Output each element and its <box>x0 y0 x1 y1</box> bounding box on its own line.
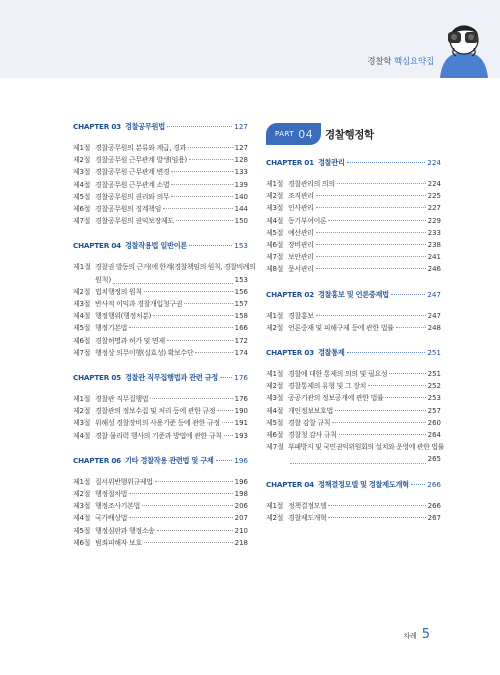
section-number: 제1절 <box>73 263 91 272</box>
leader-dots <box>129 517 233 518</box>
section-item[interactable] <box>266 429 441 441</box>
section-page: 246 <box>427 265 441 274</box>
section-title: 반사적 이익과 경찰개입청구권 <box>95 300 183 309</box>
section-item[interactable] <box>73 537 248 549</box>
section-number: 제1절 <box>266 180 284 188</box>
section-number: 제7절 <box>266 443 284 452</box>
chapter-heading[interactable] <box>73 122 248 132</box>
chapter-block <box>73 241 256 359</box>
chapter-label: CHAPTER 05 <box>73 373 121 383</box>
section-number: 제8절 <box>266 265 284 274</box>
section-page: 166 <box>234 324 248 333</box>
leader-dots <box>368 385 426 386</box>
leader-dots <box>195 352 232 353</box>
leader-dots <box>189 159 233 160</box>
chapter-block <box>73 122 248 227</box>
section-item[interactable] <box>73 512 248 524</box>
section-number: 제4절 <box>73 431 91 440</box>
section-page: 207 <box>234 514 248 523</box>
section-title: 예산관리 <box>288 228 314 237</box>
chapter-label: CHAPTER 06 <box>73 455 121 465</box>
section-page: 190 <box>234 407 248 416</box>
leader-dots <box>316 315 426 316</box>
leader-dots <box>316 195 426 196</box>
leader-dots <box>142 505 233 506</box>
section-page: 193 <box>234 431 248 440</box>
section-title: 공공기관의 정보공개에 관한 법률 <box>288 394 384 403</box>
leader-dots <box>157 530 233 531</box>
section-page: 251 <box>427 370 441 379</box>
section-number: 제6절 <box>73 205 91 214</box>
section-page: 144 <box>234 205 248 214</box>
section-item[interactable] <box>266 178 441 190</box>
section-item[interactable] <box>73 322 248 334</box>
section-number: 제6절 <box>73 336 91 345</box>
section-page: 218 <box>234 538 248 547</box>
section-page: 252 <box>427 382 441 391</box>
section-number: 제2절 <box>266 382 284 391</box>
section-item[interactable] <box>266 368 441 380</box>
section-title: 범죄피해자 보호 <box>95 538 142 547</box>
chapter-page: 176 <box>234 373 248 383</box>
chapter-block <box>266 348 444 466</box>
section-number: 제5절 <box>266 418 284 427</box>
section-title: 경찰통제의 유형 및 그 장치 <box>288 382 367 391</box>
section-item[interactable] <box>73 286 248 298</box>
section-page: 174 <box>234 348 248 357</box>
section-item[interactable] <box>73 154 248 166</box>
leader-dots <box>171 196 232 197</box>
chapter-page: 266 <box>427 479 441 489</box>
section-title: 경찰공무원의 권익보장제도 <box>95 217 174 226</box>
section-title: 경찰청 감사 규칙 <box>288 431 337 440</box>
section-title: 보안관리 <box>288 253 314 262</box>
chapter-page: 127 <box>234 122 248 131</box>
leader-dots <box>385 397 425 398</box>
leader-dots <box>290 451 426 463</box>
chapter-title: 경찰관리 <box>317 158 345 167</box>
section-item[interactable] <box>73 203 248 215</box>
leader-dots <box>337 183 426 184</box>
leader-dots <box>339 434 426 435</box>
book-title <box>367 55 434 67</box>
section-page: 191 <box>234 419 248 428</box>
section-page: 225 <box>427 192 441 201</box>
section-title: 부패방지 및 국민권익위원회의 설치와 운영에 관한 법률 <box>288 443 444 452</box>
section-page: 150 <box>234 217 248 226</box>
section-item[interactable] <box>266 263 441 275</box>
section-page: 238 <box>427 241 441 250</box>
section-item[interactable] <box>266 500 441 512</box>
section-number: 제4절 <box>266 406 284 415</box>
section-item[interactable] <box>73 476 248 488</box>
section-title: 행정심판과 행정소송 <box>95 526 155 535</box>
section-page: 127 <box>234 144 248 152</box>
leader-dots <box>176 220 233 221</box>
section-page: 139 <box>234 180 248 189</box>
chapter-title: 기타 경찰작용 관련법 및 구제 <box>124 455 214 465</box>
section-item[interactable] <box>73 417 248 429</box>
chapter-block <box>266 480 441 524</box>
section-item[interactable] <box>266 512 441 524</box>
section-item[interactable] <box>73 393 248 405</box>
leader-dots <box>163 208 233 209</box>
book-title-accent: 핵심요약집 <box>393 57 434 67</box>
section-number: 제5절 <box>266 228 284 237</box>
section-title: 경찰공무원의 권리와 의무 <box>95 192 170 201</box>
leader-dots <box>224 435 233 436</box>
chapter-title: 정책결정모델 및 경찰제도개혁 <box>317 479 409 489</box>
leader-dots <box>222 422 233 423</box>
leader-dots <box>335 410 426 411</box>
section-item[interactable] <box>73 310 248 322</box>
section-page: 153 <box>234 275 248 284</box>
section-title: 행정절차법 <box>95 490 128 499</box>
chapter-label: CHAPTER 03 <box>266 348 314 358</box>
section-item[interactable] <box>73 500 248 512</box>
chapter-title: 경찰작용법 일반이론 <box>124 241 187 251</box>
chapter-page: 251 <box>427 348 441 358</box>
section-title: 국가배상법 <box>95 514 128 523</box>
section-page: 206 <box>234 502 248 511</box>
section-page: 241 <box>427 253 441 262</box>
section-item[interactable] <box>73 347 248 359</box>
section-item[interactable] <box>266 310 441 322</box>
section-page: 172 <box>234 336 248 345</box>
section-title: 경찰허명과 허가 및 면제 <box>95 336 165 345</box>
section-title: 경찰관의 정보수집 및 처리 등에 관한 규정 <box>95 407 216 416</box>
leader-dots <box>391 294 425 295</box>
section-number: 제3절 <box>73 168 91 177</box>
section-title-continued: 원칙) <box>95 275 112 284</box>
chapter-block <box>266 158 441 276</box>
page-number: 5 <box>421 627 430 642</box>
chapter-block <box>266 290 441 334</box>
section-number: 제7절 <box>73 217 91 226</box>
section-page: 247 <box>427 311 441 320</box>
section-title: 개인정보보호법 <box>288 406 333 415</box>
section-number: 제3절 <box>73 502 91 511</box>
section-item[interactable] <box>266 227 441 239</box>
section-number: 제1절 <box>266 501 284 510</box>
section-number: 제1절 <box>266 311 284 320</box>
binoculars-character-icon <box>434 14 492 78</box>
leader-dots <box>316 232 426 233</box>
section-title: 경찰공무원의 분류와 계급, 경과 <box>95 144 186 152</box>
section-number: 제7절 <box>73 348 91 357</box>
section-item[interactable] <box>73 166 248 178</box>
section-page: 227 <box>427 204 441 213</box>
section-page: 260 <box>427 418 441 427</box>
section-number: 제3절 <box>266 394 284 403</box>
leader-dots <box>171 184 232 185</box>
section-title: 위해성 경찰장비의 사용기준 등에 관한 규정 <box>95 419 220 428</box>
section-page: 176 <box>234 395 248 404</box>
section-item[interactable] <box>266 417 441 429</box>
section-number: 제6절 <box>73 538 91 547</box>
leader-dots <box>188 147 233 148</box>
leader-dots <box>347 352 426 353</box>
section-item[interactable] <box>73 142 248 154</box>
section-number: 제2절 <box>73 287 91 296</box>
section-page: 156 <box>234 287 248 296</box>
leader-dots <box>328 220 425 221</box>
chapter-title: 경찰관 직무집행법과 관련 규정 <box>124 373 218 383</box>
chapter-label: CHAPTER 01 <box>266 158 314 167</box>
chapter-page: 224 <box>427 158 441 167</box>
section-page: 264 <box>427 431 441 440</box>
chapter-heading[interactable] <box>73 241 248 251</box>
leader-dots <box>396 327 426 328</box>
chapter-heading[interactable] <box>266 348 441 358</box>
section-number: 제1절 <box>73 395 91 404</box>
chapter-label: CHAPTER 03 <box>73 122 121 131</box>
section-number: 제6절 <box>266 431 284 440</box>
leader-dots <box>316 244 426 245</box>
section-title: 정책결정모델 <box>288 501 327 510</box>
leader-dots <box>316 268 426 269</box>
section-item[interactable] <box>266 215 441 227</box>
part-heading[interactable] <box>266 122 441 146</box>
section-page: 196 <box>234 477 248 486</box>
section-title: 경찰공무원의 징계책임 <box>95 205 161 214</box>
section-title: 장비관리 <box>288 241 314 250</box>
section-item[interactable] <box>266 405 441 417</box>
leader-dots <box>144 291 233 292</box>
part-title: 경찰행정학 <box>325 128 374 141</box>
section-number: 제3절 <box>73 419 91 428</box>
section-page: 198 <box>234 490 248 499</box>
section-item[interactable] <box>73 215 248 227</box>
section-page: 224 <box>427 180 441 188</box>
leader-dots <box>411 484 426 485</box>
toc-left-column <box>73 122 256 563</box>
chapter-heading[interactable] <box>73 373 248 383</box>
section-page: 210 <box>234 526 248 535</box>
section-item[interactable] <box>73 525 248 537</box>
section-number: 제4절 <box>73 180 91 189</box>
leader-dots <box>113 272 232 284</box>
section-number: 제5절 <box>73 192 91 201</box>
section-title: 언론중재 및 피해구제 등에 관한 법률 <box>288 323 394 332</box>
chapter-block <box>73 456 248 549</box>
section-title: 경찰제도개혁 <box>288 513 327 522</box>
section-item[interactable] <box>73 430 248 442</box>
section-item[interactable] <box>266 392 441 404</box>
section-number: 제1절 <box>266 370 284 379</box>
leader-dots <box>316 256 426 257</box>
leader-dots <box>129 327 233 328</box>
chapter-heading[interactable] <box>266 480 441 490</box>
section-item[interactable] <box>73 405 248 417</box>
section-title: 인사관리 <box>288 204 314 213</box>
section-item[interactable] <box>73 261 256 285</box>
section-title: 행정기본법 <box>95 324 128 333</box>
section-number: 제3절 <box>266 204 284 213</box>
section-page: 257 <box>427 406 441 415</box>
section-title: 경찰공무원 근무관계 발생(임용) <box>95 156 187 165</box>
chapter-block <box>73 373 248 442</box>
leader-dots <box>184 303 233 304</box>
leader-dots <box>155 481 233 482</box>
leader-dots <box>153 315 233 316</box>
section-item[interactable] <box>73 191 248 203</box>
section-title: 행정상 의무이행(실효성) 확보수단 <box>95 348 194 357</box>
section-item[interactable] <box>73 298 248 310</box>
section-page: 133 <box>234 168 248 177</box>
section-title: 경찰관리의 의의 <box>288 180 335 188</box>
section-item[interactable] <box>266 202 441 214</box>
chapter-title: 경찰공무원법 <box>124 122 165 131</box>
leader-dots <box>332 422 425 423</box>
section-page: 266 <box>427 501 441 510</box>
section-page: 158 <box>234 312 248 321</box>
leader-dots <box>189 245 232 246</box>
section-title: 경찰 물리력 행사의 기준과 방법에 관한 규칙 <box>95 431 222 440</box>
section-title: 동기부여이론 <box>288 216 327 225</box>
section-number: 제2절 <box>73 407 91 416</box>
leader-dots <box>316 207 426 208</box>
leader-dots <box>167 126 232 127</box>
section-page: 157 <box>234 300 248 309</box>
section-page: 248 <box>427 323 441 332</box>
section-title: 경찰 감찰 규칙 <box>288 418 331 427</box>
section-number: 제7절 <box>266 253 284 262</box>
leader-dots <box>216 460 233 461</box>
leader-dots <box>220 377 232 378</box>
section-title: 법치행정의 원칙 <box>95 287 142 296</box>
section-number: 제2절 <box>266 513 284 522</box>
section-number: 제5절 <box>73 526 91 535</box>
chapter-page: 153 <box>234 241 248 251</box>
section-number: 제4절 <box>73 514 91 523</box>
book-title-prefix: 경찰학 <box>367 57 394 67</box>
section-item[interactable] <box>73 335 248 347</box>
chapter-heading[interactable] <box>266 290 441 300</box>
section-item[interactable] <box>266 441 444 465</box>
section-item[interactable] <box>266 239 441 251</box>
section-title: 경찰공무원 근무관계 변경 <box>95 168 170 177</box>
section-number: 제5절 <box>73 324 91 333</box>
leader-dots <box>150 398 232 399</box>
leader-dots <box>347 162 426 163</box>
section-title: 경찰관 직무집행법 <box>95 395 149 404</box>
chapter-page: 196 <box>234 455 248 465</box>
section-item[interactable] <box>266 380 441 392</box>
chapter-page: 247 <box>427 289 441 299</box>
section-page: 253 <box>427 394 441 403</box>
chapter-title: 경찰홍보 및 언론중재법 <box>317 289 389 299</box>
leader-dots <box>328 505 425 506</box>
section-title: 조직관리 <box>288 192 314 201</box>
chapter-heading[interactable] <box>266 158 441 168</box>
section-item[interactable] <box>73 179 248 191</box>
leader-dots <box>144 542 233 543</box>
page-footer <box>403 627 430 642</box>
section-title: 경찰에 대한 통제의 의의 및 필요성 <box>288 370 388 379</box>
part-label: PART <box>275 130 295 138</box>
section-number: 제2절 <box>73 156 91 165</box>
section-page: 140 <box>234 192 248 201</box>
chapter-label: CHAPTER 04 <box>266 479 314 489</box>
section-number: 제6절 <box>266 241 284 250</box>
section-item[interactable] <box>266 190 441 202</box>
section-number: 제1절 <box>73 144 91 152</box>
leader-dots <box>389 373 425 374</box>
section-title: 경찰홍보 <box>288 311 314 320</box>
section-number: 제3절 <box>73 300 91 309</box>
section-title: 질서위반행위규제법 <box>95 477 153 486</box>
section-page: 267 <box>427 513 441 522</box>
section-number: 제2절 <box>266 192 284 201</box>
chapter-label: CHAPTER 02 <box>266 289 314 299</box>
chapter-heading[interactable] <box>73 456 248 466</box>
section-number: 제4절 <box>266 216 284 225</box>
section-page: 128 <box>234 156 248 165</box>
section-number: 제1절 <box>73 477 91 486</box>
leader-dots <box>328 517 425 518</box>
part-number: 04 <box>298 127 314 141</box>
section-title: 경찰권 발동의 근거(에 한계(경찰책임의 원칙, 경찰비례의 <box>95 263 256 272</box>
section-page: 233 <box>427 228 441 237</box>
chapter-title: 경찰통제 <box>317 348 345 358</box>
section-number: 제2절 <box>73 490 91 499</box>
section-title: 행정조사기본법 <box>95 502 140 511</box>
section-page: 265 <box>427 455 441 464</box>
chapter-label: CHAPTER 04 <box>73 241 121 251</box>
leader-dots <box>167 340 233 341</box>
section-page: 229 <box>427 216 441 225</box>
toc-right-column <box>266 122 444 538</box>
footer-label: 차례 <box>403 632 417 640</box>
section-title: 문서관리 <box>288 265 314 274</box>
part-badge <box>266 123 321 145</box>
leader-dots <box>171 171 232 172</box>
section-number: 제2절 <box>266 323 284 332</box>
section-title: 행정행위(행정처분) <box>95 312 152 321</box>
section-title: 경찰공무원 근무관계 소멸 <box>95 180 170 189</box>
section-item[interactable] <box>266 322 441 334</box>
leader-dots <box>217 410 232 411</box>
leader-dots <box>129 493 233 494</box>
section-item[interactable] <box>73 488 248 500</box>
section-item[interactable] <box>266 251 441 263</box>
section-number: 제4절 <box>73 312 91 321</box>
